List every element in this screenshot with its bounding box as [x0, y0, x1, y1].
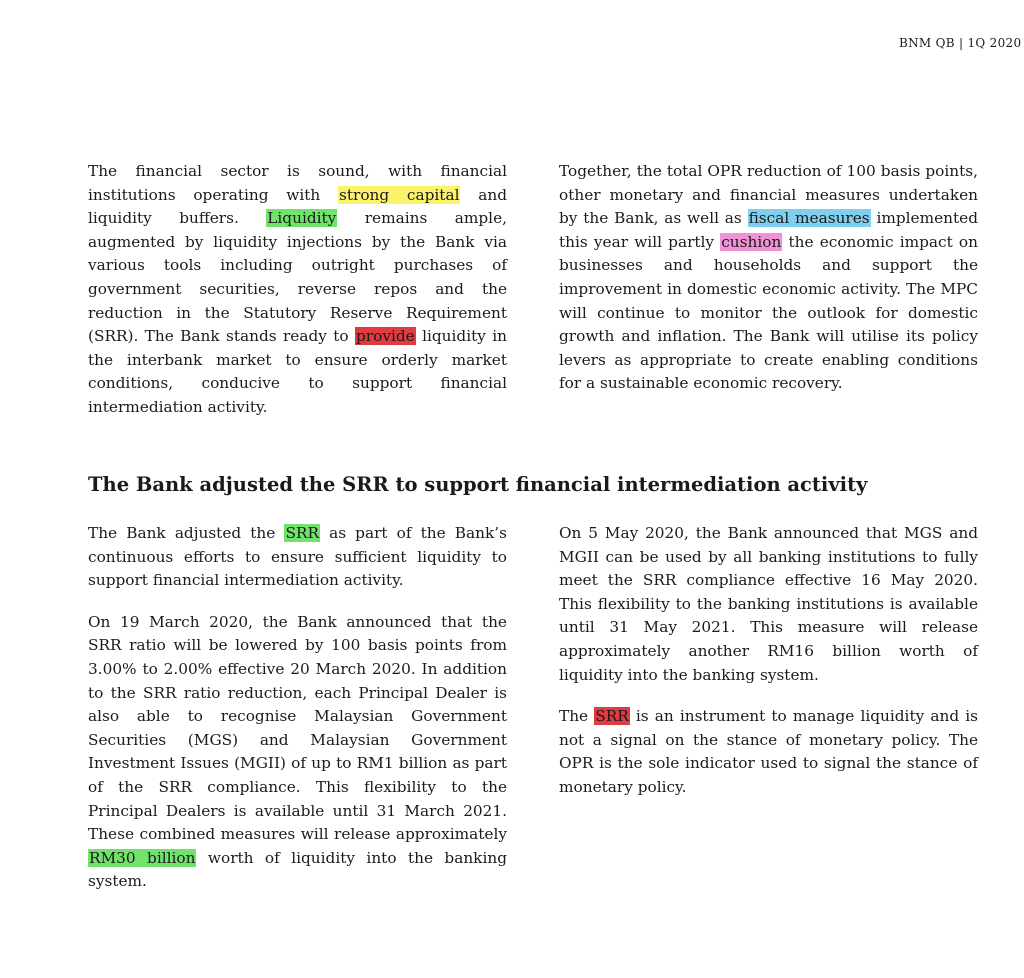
- text-span: liquidity in the interbank market to ensure orderly market conditions, conducive to support financial intermediation activity.: [88, 327, 507, 416]
- highlight-fiscal-measures: fiscal measures: [748, 209, 870, 228]
- text-span: The Bank adjusted the: [88, 524, 285, 542]
- highlight-liquidity: Liquidity: [267, 209, 337, 228]
- running-header: BNM QB | 1Q 2020: [899, 36, 1022, 50]
- highlight-srr: SRR: [285, 524, 319, 542]
- may-announcement-paragraph: On 5 May 2020, the Bank announced that MGS and MGII can be used by all banking institutions to fully meet the SRR compliance effective 16 May 2020. This flexibility to the banking institutions is available until 31 May 2021. This measure will release approximately another RM16 billion worth of liquidity into the banking system.: [559, 524, 978, 684]
- srr-adjustment-paragraph: [88, 522, 507, 593]
- text-span: worth of liquidity into the banking system.: [88, 848, 507, 891]
- text-span: The financial sector is sound, with financial institutions operating with: [88, 162, 507, 204]
- opr-reduction-paragraph: [559, 160, 978, 396]
- section2-left-column: [88, 522, 507, 894]
- section2-right-column: [559, 522, 978, 800]
- highlight-rm30-billion: RM30 billion: [89, 848, 196, 867]
- text-span: as part of the Bank’s continuous efforts to ensure sufficient liquidity to support financial intermediation activity.: [88, 524, 507, 590]
- text-span: On 19 March 2020, the Bank announced that the SRR ratio will be lowered by 100 basis points from 3.00% to 2.00% effective 20 March 2020. In addition to the SRR ratio reduction, each Principal Dealer is also able to recognise Malaysian Government Securities (MGS) and Malaysian Government Investment Issues (MGII) of up to RM1 billion as part of the SRR compliance. This flexibility to the Principal Dealers is available until 31 March 2021. These combined measures will release approximately: [88, 612, 507, 844]
- highlight-strong-capital: strong capital: [339, 185, 460, 204]
- text-span: implemented this year will partly: [559, 209, 978, 251]
- section-heading: The Bank adjusted the SRR to support financial intermediation activity: [88, 473, 868, 496]
- srr-instrument-paragraph: [559, 705, 978, 799]
- highlight-provide: provide: [356, 327, 415, 346]
- section1-left-column: [88, 160, 507, 420]
- text-span: The: [559, 707, 595, 726]
- sector-soundness-paragraph: [88, 160, 507, 420]
- highlight-srr-red: SRR: [595, 707, 629, 726]
- highlight-cushion: cushion: [721, 232, 782, 251]
- section1-right-column: [559, 160, 978, 396]
- march-announcement-paragraph: [88, 611, 507, 894]
- text-span: is an instrument to manage liquidity and is not a signal on the stance of monetary policy. The OPR is the sole indicator used to signal the stance of monetary policy.: [559, 707, 978, 796]
- text-span: Together, the total OPR reduction of 100 basis points, other monetary and financial measures undertaken by the Bank, as well as: [559, 162, 978, 228]
- text-span: remains ample, augmented by liquidity injections by the Bank via various tools including outright purchases of government securities, reverse repos and the reduction in the Statutory Reserve Requirement (SRR). The Bank stands ready to: [88, 209, 507, 346]
- text-span: the economic impact on businesses and households and support the improvement in domestic economic activity. The MPC will continue to monitor the outlook for domestic growth and inflation. The Bank will utilise its policy levers as appropriate to create enabling conditions for a sustainable economic recovery.: [559, 232, 978, 393]
- text-span: and liquidity buffers.: [88, 185, 507, 228]
